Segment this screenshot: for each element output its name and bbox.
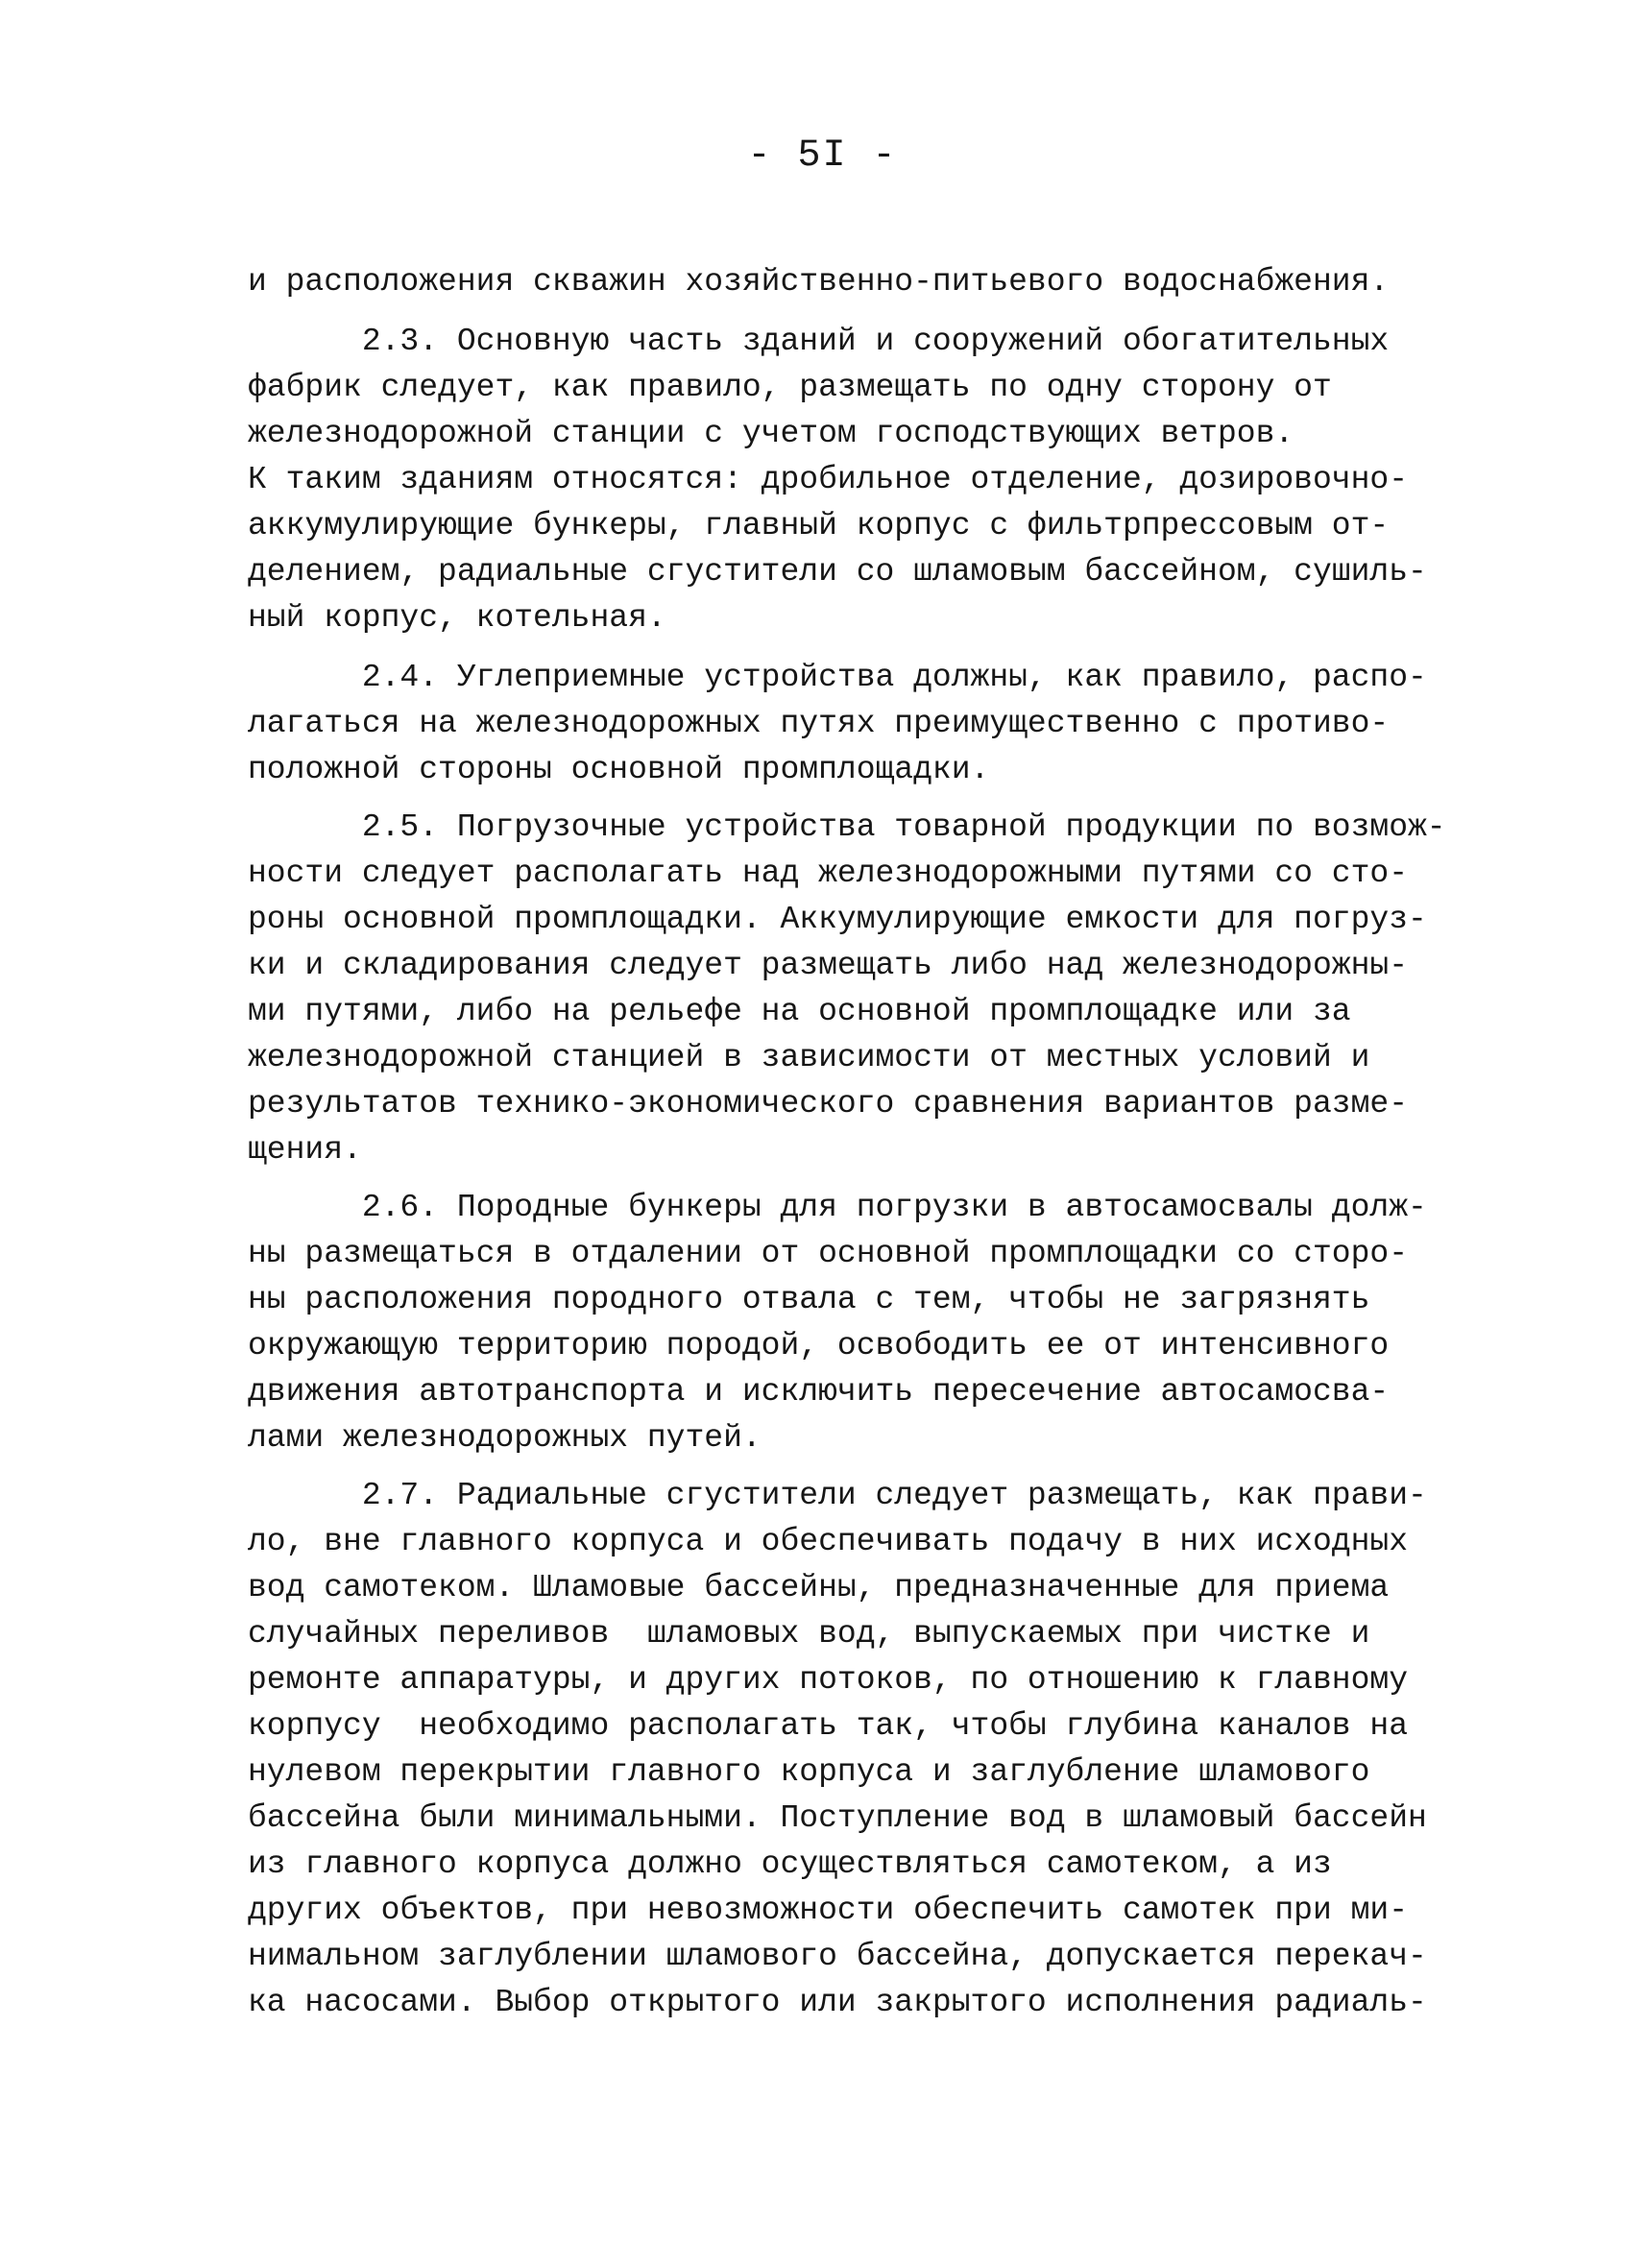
text-line: окружающую территорию породой, освободить ее от интенсивного — [248, 1328, 1390, 1363]
text-line: щения. — [248, 1132, 362, 1168]
text-line: железнодорожной станцией в зависимости от местных условий и — [248, 1040, 1370, 1075]
text-line: ны размещаться в отдалении от основной промплощадки со сторо- — [248, 1236, 1408, 1271]
text-line: ми путями, либо на рельефе на основной промплощадке или за — [248, 994, 1351, 1029]
text-line: аккумулирующие бункеры, главный корпус с фильтрпрессовым от- — [248, 508, 1390, 543]
text-line: корпусу необходимо располагать так, чтобы глубина каналов на — [248, 1708, 1408, 1744]
text-line: ности следует располагать над железнодорожными путями со сто- — [248, 856, 1408, 891]
text-line: ло, вне главного корпуса и обеспечивать подачу в них исходных — [248, 1524, 1408, 1559]
text-line: нулевом перекрытии главного корпуса и заглубление шламового — [248, 1754, 1370, 1790]
text-line: 2.5. Погрузочные устройства товарной продукции по возмож- — [248, 809, 1446, 845]
text-line: фабрик следует, как правило, размещать по одну сторону от — [248, 370, 1332, 405]
text-line: К таким зданиям относятся: дробильное отделение, дозировочно- — [248, 462, 1408, 497]
text-line: движения автотранспорта и исключить пересечение автосамосва- — [248, 1374, 1390, 1410]
text-line: положной стороны основной промплощадки. — [248, 752, 990, 787]
text-line: делением, радиальные сгустители со шламовым бассейном, сушиль- — [248, 554, 1427, 590]
text-line: железнодорожной станции с учетом господствующих ветров. — [248, 416, 1294, 451]
text-line: ремонте аппаратуры, и других потоков, по отношению к главному — [248, 1662, 1408, 1698]
text-line: и расположения скважин хозяйственно-питьевого водоснабжения. — [248, 264, 1390, 300]
text-line: ный корпус, котельная. — [248, 600, 666, 636]
text-line: случайных переливов шламовых вод, выпускаемых при чистке и — [248, 1616, 1370, 1652]
text-line: лами железнодорожных путей. — [248, 1420, 762, 1456]
text-line: 2.4. Углеприемные устройства должны, как правило, распо- — [248, 660, 1427, 695]
text-line: лагаться на железнодорожных путях преимущественно с противо- — [248, 706, 1390, 741]
text-line: из главного корпуса должно осуществляться самотеком, а из — [248, 1846, 1332, 1882]
text-line: ки и складирования следует размещать либо над железнодорожны- — [248, 948, 1408, 983]
text-line: вод самотеком. Шламовые бассейны, предназначенные для приема — [248, 1570, 1390, 1605]
text-line: 2.3. Основную часть зданий и сооружений обогатительных — [248, 324, 1390, 359]
text-line: бассейна были минимальными. Поступление вод в шламовый бассейн — [248, 1800, 1427, 1836]
page-number: - 5I - — [747, 134, 898, 178]
text-line: 2.6. Породные бункеры для погрузки в автосамосвалы долж- — [248, 1190, 1427, 1225]
text-line: 2.7. Радиальные сгустители следует размещать, как прави- — [248, 1478, 1427, 1513]
text-line: нимальном заглублении шламового бассейна, допускается перекач- — [248, 1939, 1427, 1974]
text-line: ка насосами. Выбор открытого или закрытого исполнения радиаль- — [248, 1985, 1427, 2020]
text-line: ны расположения породного отвала с тем, чтобы не загрязнять — [248, 1282, 1370, 1317]
text-line: результатов технико-экономического сравнения вариантов разме- — [248, 1086, 1408, 1122]
text-line: других объектов, при невозможности обеспечить самотек при ми- — [248, 1893, 1408, 1928]
text-line: роны основной промплощадки. Аккумулирующие емкости для погруз- — [248, 902, 1427, 937]
